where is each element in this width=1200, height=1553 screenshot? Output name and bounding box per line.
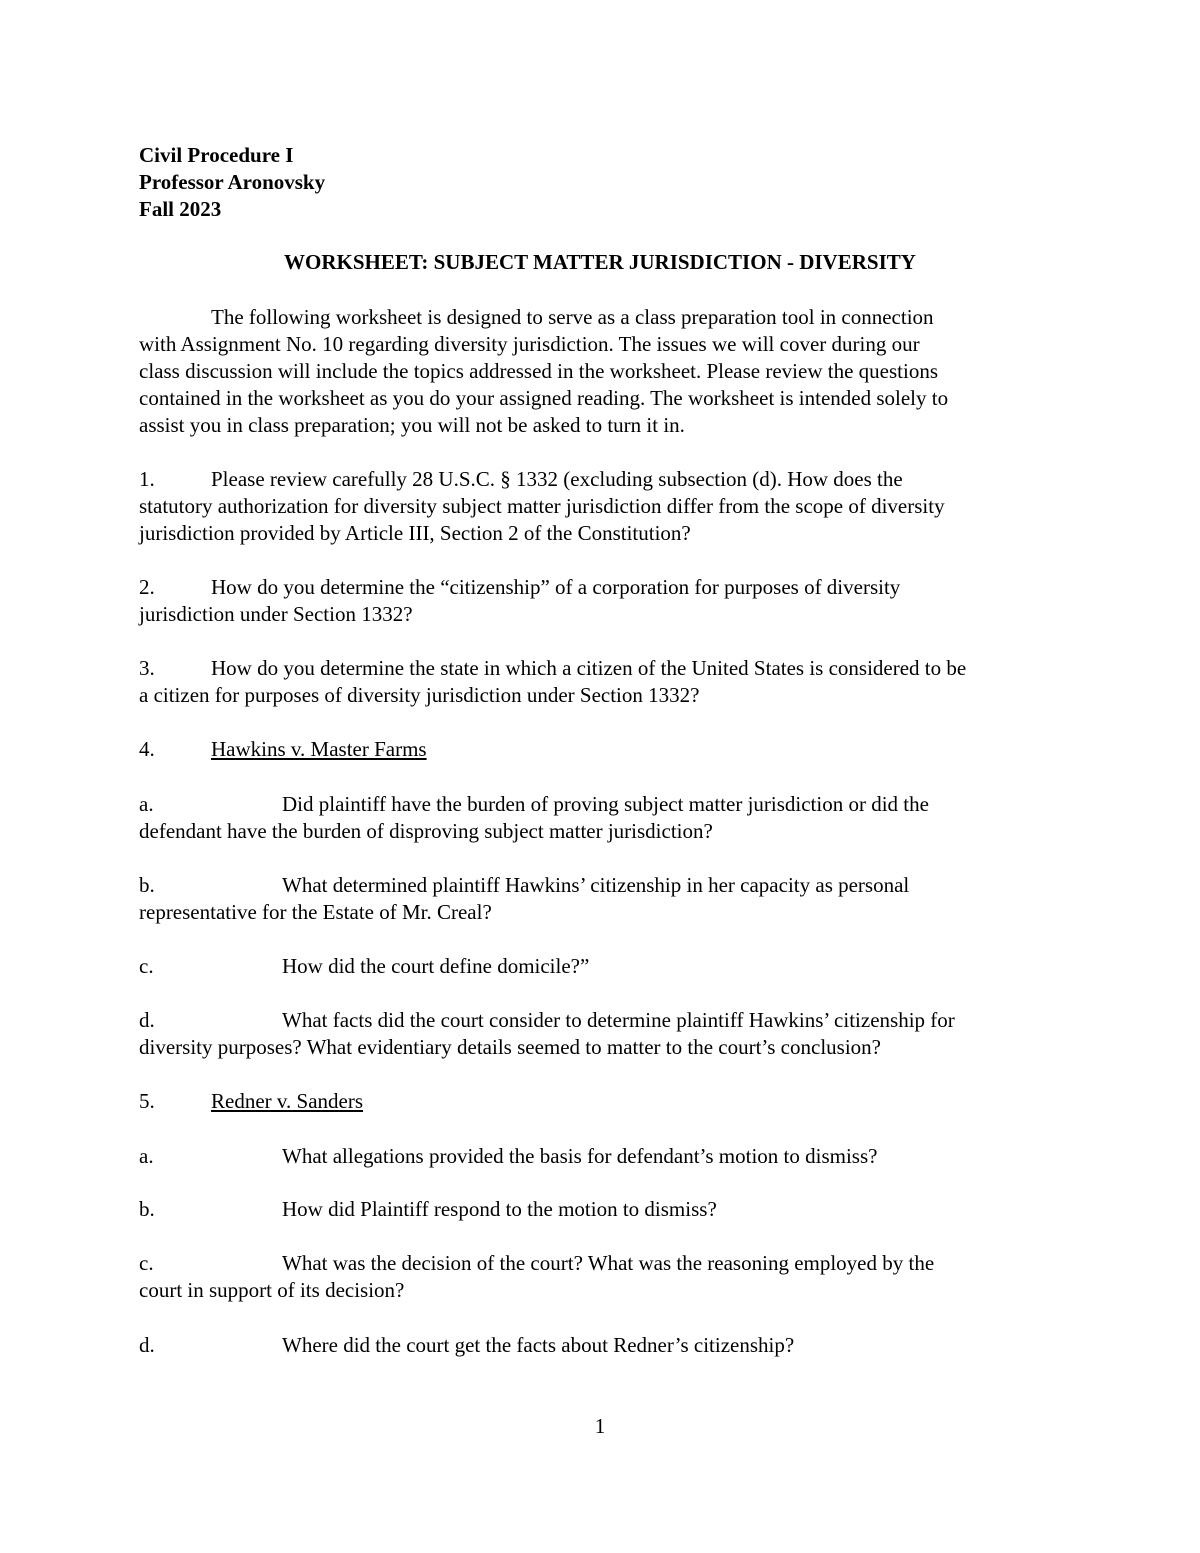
question-5a-label: a.: [139, 1144, 154, 1168]
question-4-case-name: Hawkins v. Master Farms: [211, 737, 427, 761]
course-name: Civil Procedure I: [139, 143, 294, 167]
question-4-number: 4.: [139, 737, 155, 761]
question-3-line-1: How do you determine the state in which a citizen of the United States is considered to be: [211, 656, 967, 680]
question-3-number: 3.: [139, 656, 155, 680]
question-5c-line-2: court in support of its decision?: [139, 1278, 405, 1302]
question-1-number: 1.: [139, 467, 155, 491]
question-2-line-1: How do you determine the “citizenship” of a corporation for purposes of diversity: [211, 575, 901, 599]
question-2-number: 2.: [139, 575, 155, 599]
question-4d-line-1: What facts did the court consider to determine plaintiff Hawkins’ citizenship for: [282, 1008, 955, 1032]
question-1-line-1: Please review carefully 28 U.S.C. § 1332 (excluding subsection (d). How does the: [211, 467, 903, 491]
question-4b-line-2: representative for the Estate of Mr. Creal?: [139, 900, 492, 924]
question-5c-label: c.: [139, 1251, 154, 1275]
question-4d-line-2: diversity purposes? What evidentiary details seemed to matter to the court’s conclusion?: [139, 1035, 881, 1059]
professor-name: Professor Aronovsky: [139, 170, 326, 194]
question-2-line-2: jurisdiction under Section 1332?: [139, 602, 413, 626]
intro-line-4: contained in the worksheet as you do your assigned reading. The worksheet is intended solely to: [139, 386, 949, 410]
question-4b-label: b.: [139, 873, 155, 897]
question-4c-label: c.: [139, 954, 154, 978]
question-5b-label: b.: [139, 1197, 155, 1221]
worksheet-title: WORKSHEET: SUBJECT MATTER JURISDICTION - DIVERSITY: [284, 250, 916, 274]
question-5-number: 5.: [139, 1089, 155, 1113]
intro-line-5: assist you in class preparation; you will not be asked to turn it in.: [139, 413, 685, 437]
question-1-line-2: statutory authorization for diversity subject matter jurisdiction differ from the scope of diversity: [139, 494, 945, 518]
question-5b-line-1: How did Plaintiff respond to the motion to dismiss?: [282, 1197, 717, 1221]
question-5d-line-1: Where did the court get the facts about Redner’s citizenship?: [282, 1333, 795, 1357]
question-5c-line-1: What was the decision of the court? What was the reasoning employed by the: [282, 1251, 935, 1275]
question-4a-label: a.: [139, 792, 154, 816]
question-3-line-2: a citizen for purposes of diversity jurisdiction under Section 1332?: [139, 683, 700, 707]
page-number: 1: [594, 1414, 606, 1438]
question-4b-line-1: What determined plaintiff Hawkins’ citizenship in her capacity as personal: [282, 873, 910, 897]
question-4a-line-1: Did plaintiff have the burden of proving subject matter jurisdiction or did the: [282, 792, 929, 816]
question-5a-line-1: What allegations provided the basis for defendant’s motion to dismiss?: [282, 1144, 878, 1168]
term: Fall 2023: [139, 197, 222, 221]
intro-line-2: with Assignment No. 10 regarding diversity jurisdiction. The issues we will cover during our: [139, 332, 920, 356]
question-5d-label: d.: [139, 1333, 155, 1357]
question-4a-line-2: defendant have the burden of disproving subject matter jurisdiction?: [139, 819, 713, 843]
question-5-case-name: Redner v. Sanders: [211, 1089, 364, 1113]
intro-line-3: class discussion will include the topics addressed in the worksheet. Please review the questions: [139, 359, 938, 383]
intro-line-1: The following worksheet is designed to serve as a class preparation tool in connection: [211, 305, 934, 329]
question-1-line-3: jurisdiction provided by Article III, Section 2 of the Constitution?: [139, 521, 691, 545]
question-4d-label: d.: [139, 1008, 155, 1032]
question-4c-line-1: How did the court define domicile?”: [282, 954, 590, 978]
